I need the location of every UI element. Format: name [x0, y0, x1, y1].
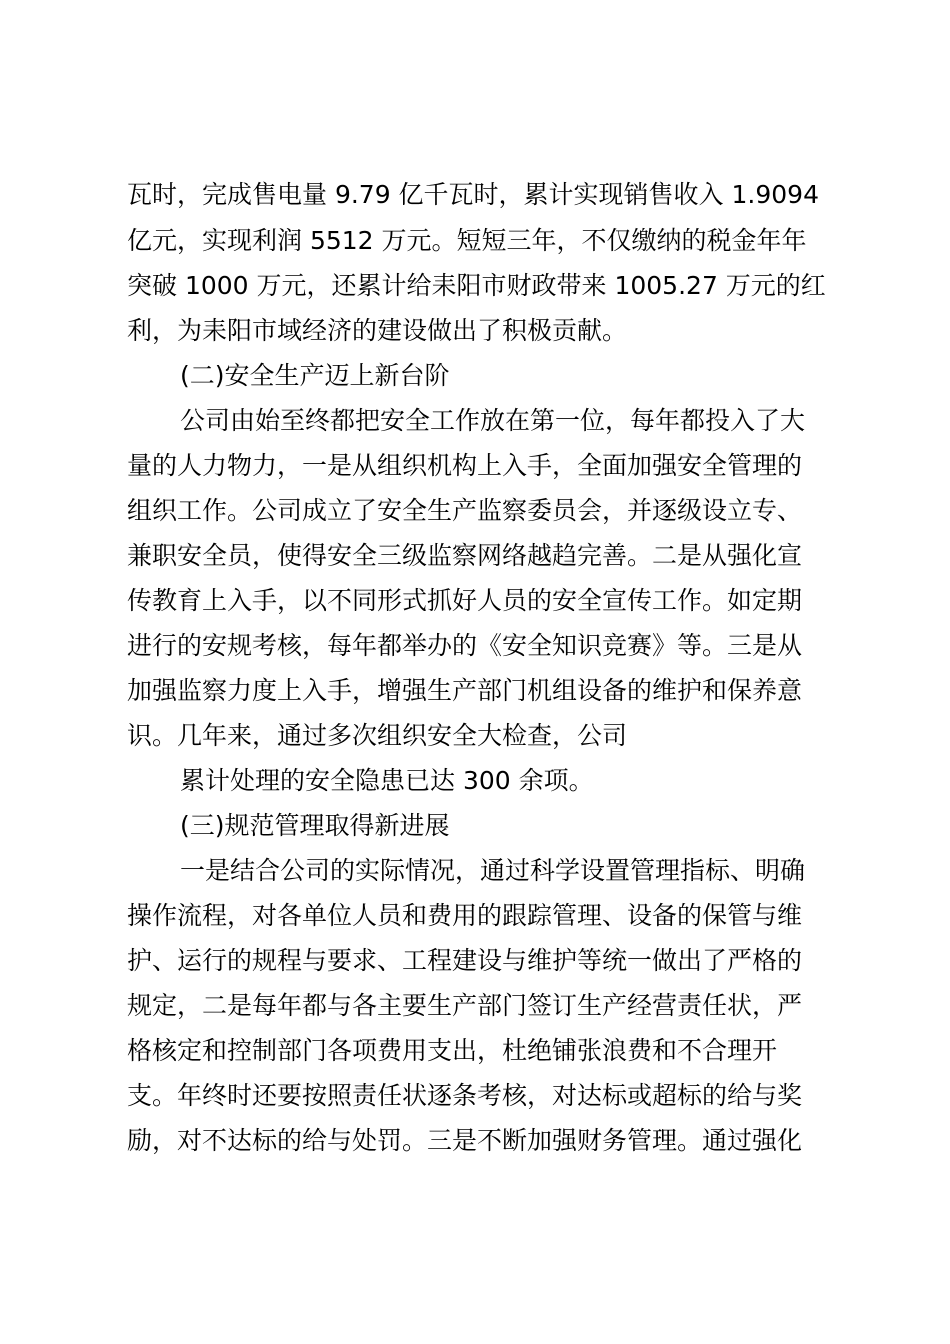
text-line: 传教育上入手，以不同形式抓好人员的安全宣传工作。如定期	[127, 586, 803, 615]
text-line: 瓦时，完成售电量 9.79 亿千瓦时，累计实现销售收入 1.9094	[127, 180, 819, 209]
text-line: 利，为耒阳市域经济的建设做出了积极贡献。	[127, 316, 628, 345]
text-line: 加强监察力度上入手，增强生产部门机组设备的维护和保养意	[127, 676, 803, 705]
text-line: 突破 1000 万元，还累计给耒阳市财政带来 1005.27 万元的红	[127, 271, 826, 300]
text-line: 操作流程，对各单位人员和费用的跟踪管理、设备的保管与维	[127, 901, 803, 930]
text-line: 支。年终时还要按照责任状逐条考核，对达标或超标的给与奖	[127, 1081, 803, 1110]
text-line: 量的人力物力，一是从组织机构上入手，全面加强安全管理的	[127, 451, 803, 480]
text-line: 公司由始至终都把安全工作放在第一位，每年都投入了大	[180, 406, 806, 435]
text-line: 组织工作。公司成立了安全生产监察委员会，并逐级设立专、	[127, 496, 803, 525]
text-line: 护、运行的规程与要求、工程建设与维护等统一做出了严格的	[127, 946, 803, 975]
text-line: 励，对不达标的给与处罚。三是不断加强财务管理。通过强化	[127, 1126, 803, 1155]
text-line: 累计处理的安全隐患已达 300 余项。	[180, 766, 594, 795]
text-line: 进行的安规考核，每年都举办的《安全知识竞赛》等。三是从	[127, 631, 803, 660]
section-heading: (三)规范管理取得新进展	[180, 811, 450, 840]
text-line: 格核定和控制部门各项费用支出，杜绝铺张浪费和不合理开	[127, 1036, 778, 1065]
text-line: 兼职安全员，使得安全三级监察网络越趋完善。二是从强化宣	[127, 541, 803, 570]
text-line: 识。几年来，通过多次组织安全大检查，公司	[127, 721, 628, 750]
text-line: 规定，二是每年都与各主要生产部门签订生产经营责任状，严	[127, 991, 803, 1020]
text-line: 一是结合公司的实际情况，通过科学设置管理指标、明确	[180, 856, 806, 885]
text-line: 亿元，实现利润 5512 万元。短短三年，不仅缴纳的税金年年	[127, 226, 807, 255]
section-heading: (二)安全生产迈上新台阶	[180, 361, 450, 390]
